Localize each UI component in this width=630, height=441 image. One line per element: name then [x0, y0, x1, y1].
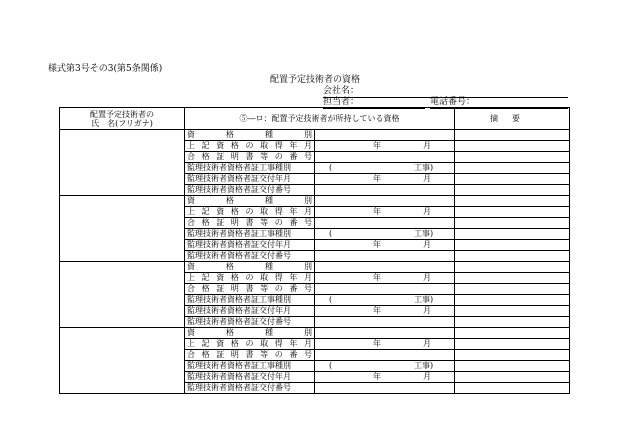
remarks-cell[interactable] [455, 350, 570, 361]
phone-label: 電話番号： [430, 97, 476, 107]
table-row [60, 130, 570, 141]
month-label: 月 [423, 141, 431, 150]
certificate-number-label: 合格証明書等の番号 [185, 152, 315, 163]
header-remarks: 摘要 [455, 108, 570, 130]
paren-close: 工事) [414, 361, 434, 370]
certificate-work-type-label: 監理技術者資格者証工事種別 [185, 361, 315, 372]
remarks-cell[interactable] [455, 240, 570, 251]
certificate-issue-number-label: 監理技術者資格者証交付番号 [185, 251, 315, 262]
engineer-name-cell[interactable] [60, 328, 185, 394]
qualification-type-label: 資格種別 [185, 130, 315, 141]
month-label: 月 [423, 339, 431, 348]
year-label: 年 [373, 240, 381, 249]
remarks-cell[interactable] [455, 317, 570, 328]
remarks-cell[interactable] [455, 174, 570, 185]
qualification-type-label: 資格種別 [185, 328, 315, 339]
certificate-work-type-value[interactable] [315, 229, 455, 240]
remarks-cell[interactable] [455, 185, 570, 196]
certificate-issue-date-value[interactable] [315, 306, 455, 317]
year-label: 年 [373, 174, 381, 183]
certificate-number-label: 合格証明書等の番号 [185, 350, 315, 361]
certificate-issue-date-label: 監理技術者資格者証交付年月 [185, 372, 315, 383]
remarks-cell[interactable] [455, 372, 570, 383]
certificate-issue-number-label: 監理技術者資格者証交付番号 [185, 383, 315, 394]
header-qualification: ⑤―ロ：配置予定技術者が所持している資格 [185, 108, 455, 130]
certificate-work-type-value[interactable] [315, 295, 455, 306]
remarks-cell[interactable] [455, 141, 570, 152]
acquisition-date-label: 上記資格の取得年月 [185, 141, 315, 152]
remarks-cell[interactable] [455, 251, 570, 262]
remarks-cell[interactable] [455, 306, 570, 317]
paren-close: 工事) [414, 163, 434, 172]
engineer-name-cell[interactable] [60, 130, 185, 196]
qualification-type-label: 資格種別 [185, 196, 315, 207]
certificate-number-value[interactable] [315, 218, 455, 229]
certificate-work-type-label: 監理技術者資格者証工事種別 [185, 163, 315, 174]
person-label: 担当者： [323, 97, 360, 107]
paren-close: 工事) [414, 295, 434, 304]
certificate-issue-number-value[interactable] [315, 185, 455, 196]
header-engineer-name-line: 配置予定技術者の [90, 109, 154, 119]
certificate-work-type-value[interactable] [315, 163, 455, 174]
qualification-table [59, 107, 570, 394]
acquisition-date-label: 上記資格の取得年月 [185, 339, 315, 350]
remarks-cell[interactable] [455, 152, 570, 163]
certificate-number-value[interactable] [315, 350, 455, 361]
remarks-cell[interactable] [455, 284, 570, 295]
certificate-work-type-label: 監理技術者資格者証工事種別 [185, 229, 315, 240]
header-engineer-name-text [90, 110, 154, 128]
certificate-number-value[interactable] [315, 284, 455, 295]
certificate-work-type-value[interactable] [315, 361, 455, 372]
table-header-row [60, 108, 570, 130]
qualification-type-label: 資格種別 [185, 262, 315, 273]
remarks-cell[interactable] [455, 207, 570, 218]
remarks-cell[interactable] [455, 262, 570, 273]
certificate-issue-date-value[interactable] [315, 240, 455, 251]
acquisition-date-value[interactable] [315, 339, 455, 350]
certificate-issue-date-value[interactable] [315, 174, 455, 185]
month-label: 月 [423, 372, 431, 381]
engineer-name-cell[interactable] [60, 196, 185, 262]
certificate-number-label: 合格証明書等の番号 [185, 218, 315, 229]
remarks-cell[interactable] [455, 361, 570, 372]
form-code: 様式第3号その3(第5条関係) [48, 64, 163, 74]
month-label: 月 [423, 273, 431, 282]
remarks-cell[interactable] [455, 218, 570, 229]
certificate-number-label: 合格証明書等の番号 [185, 284, 315, 295]
remarks-cell[interactable] [455, 328, 570, 339]
qualification-type-value[interactable] [315, 328, 455, 339]
acquisition-date-value[interactable] [315, 207, 455, 218]
year-label: 年 [373, 141, 381, 150]
certificate-issue-number-value[interactable] [315, 317, 455, 328]
acquisition-date-label: 上記資格の取得年月 [185, 207, 315, 218]
month-label: 月 [423, 207, 431, 216]
qualification-type-value[interactable] [315, 262, 455, 273]
acquisition-date-value[interactable] [315, 273, 455, 284]
remarks-cell[interactable] [455, 295, 570, 306]
certificate-issue-number-value[interactable] [315, 383, 455, 394]
month-label: 月 [423, 306, 431, 315]
header-engineer-name-line: 氏 名(フリガナ) [91, 118, 153, 128]
table-row [60, 262, 570, 273]
certificate-work-type-label: 監理技術者資格者証工事種別 [185, 295, 315, 306]
remarks-cell[interactable] [455, 229, 570, 240]
year-label: 年 [373, 372, 381, 381]
certificate-issue-number-value[interactable] [315, 251, 455, 262]
header-engineer-name [60, 108, 185, 130]
certificate-issue-date-label: 監理技術者資格者証交付年月 [185, 306, 315, 317]
acquisition-date-label: 上記資格の取得年月 [185, 273, 315, 284]
acquisition-date-value[interactable] [315, 141, 455, 152]
certificate-issue-number-label: 監理技術者資格者証交付番号 [185, 185, 315, 196]
qualification-type-value[interactable] [315, 196, 455, 207]
certificate-issue-date-value[interactable] [315, 372, 455, 383]
year-label: 年 [373, 306, 381, 315]
remarks-cell[interactable] [455, 130, 570, 141]
paren-open: ( [329, 163, 333, 172]
certificate-issue-number-label: 監理技術者資格者証交付番号 [185, 317, 315, 328]
engineer-name-cell[interactable] [60, 262, 185, 328]
paren-close: 工事) [414, 229, 434, 238]
table-row [60, 196, 570, 207]
certificate-issue-date-label: 監理技術者資格者証交付年月 [185, 240, 315, 251]
paren-open: ( [329, 361, 333, 370]
year-label: 年 [373, 273, 381, 282]
document-title: 配置予定技術者の資格 [269, 75, 360, 85]
remarks-cell[interactable] [455, 339, 570, 350]
year-label: 年 [373, 339, 381, 348]
year-label: 年 [373, 207, 381, 216]
remarks-cell[interactable] [455, 383, 570, 394]
table-row [60, 328, 570, 339]
qualification-type-value[interactable] [315, 130, 455, 141]
remarks-cell[interactable] [455, 273, 570, 284]
remarks-cell[interactable] [455, 196, 570, 207]
certificate-number-value[interactable] [315, 152, 455, 163]
company-label: 会社名： [323, 86, 360, 96]
remarks-cell[interactable] [455, 163, 570, 174]
month-label: 月 [423, 240, 431, 249]
paren-open: ( [329, 295, 333, 304]
paren-open: ( [329, 229, 333, 238]
certificate-issue-date-label: 監理技術者資格者証交付年月 [185, 174, 315, 185]
month-label: 月 [423, 174, 431, 183]
